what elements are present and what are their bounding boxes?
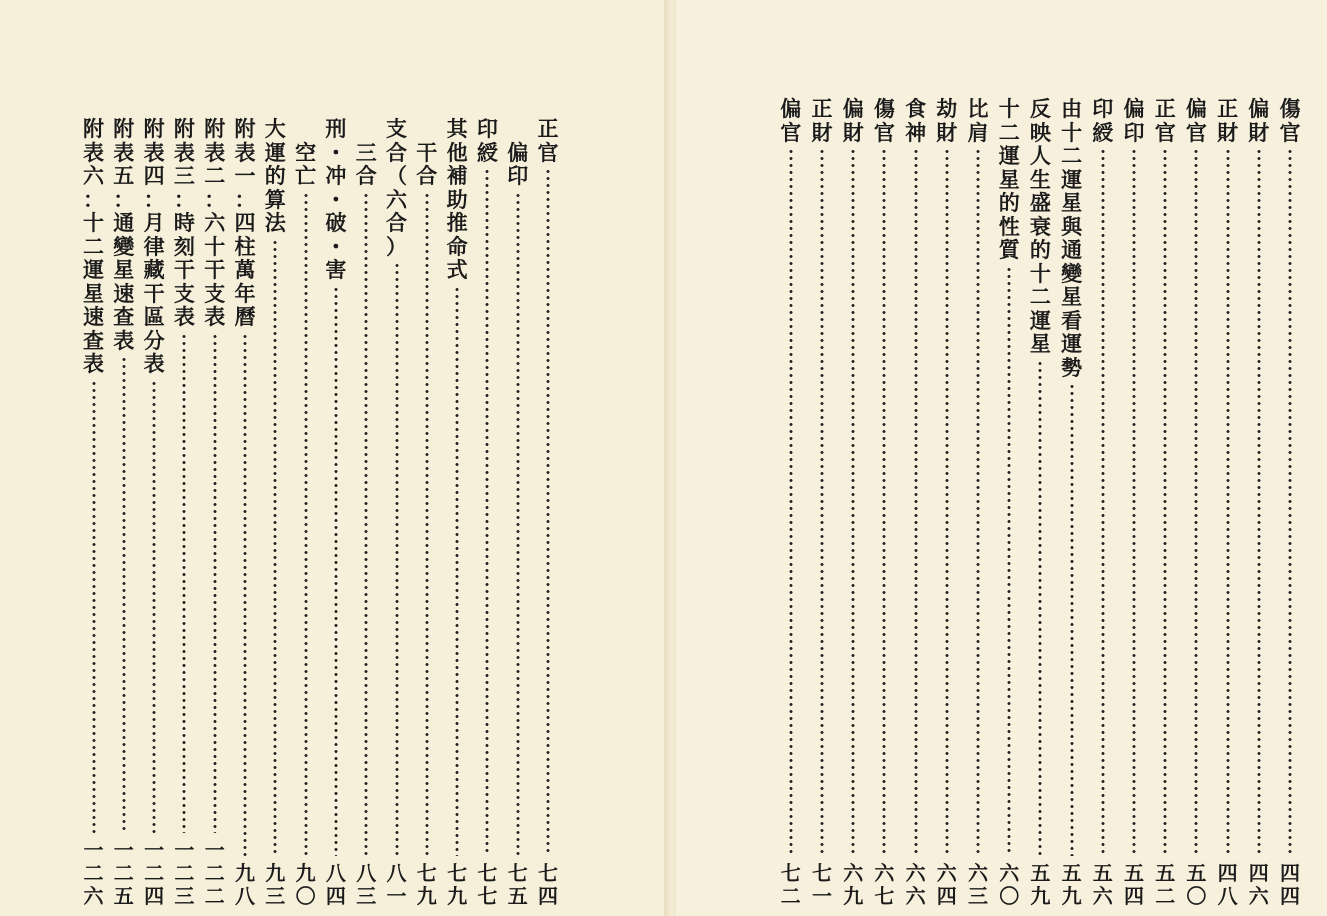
toc-entry-page-number: 七 九 (447, 861, 468, 908)
right-page (676, 0, 1327, 916)
toc-entry-title: 偏 財 (842, 96, 864, 145)
toc-entry (232, 0, 258, 908)
toc-entry-page-number: 五 二 (1155, 861, 1176, 908)
toc-entry-title: 傷 官 (1279, 96, 1301, 145)
toc-entry-page-number: 四 六 (1248, 861, 1269, 908)
toc-entry (1090, 0, 1116, 908)
toc-entry-title: 比 肩 (967, 96, 989, 145)
toc-entry-title: 正 財 (1217, 96, 1239, 145)
toc-dot-leader (304, 192, 308, 857)
toc-dot-leader (976, 148, 980, 856)
toc-entry (1183, 0, 1209, 908)
toc-entry-page-number: 五 九 (1030, 861, 1051, 908)
toc-entry (1152, 0, 1178, 908)
toc-entry-title: 反 映 人 生 盛 衰 的 十 二 運 星 (1029, 96, 1051, 356)
toc-entry-page-number: 一 二 二 (204, 838, 225, 908)
toc-entry-title: 偏 官 (780, 96, 802, 145)
toc-entry-title: 附 表 六 ： 十 二 運 星 速 查 表 (83, 116, 104, 376)
toc-entry (535, 0, 561, 908)
toc-entry (1246, 0, 1272, 908)
toc-entry-page-number: 八 一 (386, 861, 407, 908)
toc-dot-leader (182, 333, 186, 834)
toc-entry (903, 0, 929, 908)
toc-dot-leader (945, 148, 949, 856)
book-gutter (664, 0, 676, 916)
toc-dot-leader (485, 168, 489, 856)
toc-entry-page-number: 五 九 (1061, 861, 1082, 908)
toc-entry (871, 0, 897, 908)
toc-entry-page-number: 六 六 (905, 861, 926, 908)
toc-entry (141, 0, 167, 908)
toc-entry-title: 十 二 運 星 的 性 質 (998, 96, 1020, 262)
toc-entry-page-number: 五 〇 (1186, 861, 1207, 908)
toc-entry-title: 印 綬 (476, 116, 498, 165)
toc-dot-leader (1070, 383, 1074, 856)
toc-entry (809, 0, 835, 908)
toc-entry (778, 0, 804, 908)
toc-dot-leader (882, 148, 886, 856)
toc-entry-title: 偏 印 (507, 139, 529, 188)
toc-entry (1215, 0, 1241, 908)
toc-entry-title: 由 十 二 運 星 與 通 變 星 看 運 勢 (1061, 96, 1083, 380)
toc-entry (1277, 0, 1303, 908)
toc-dot-leader (213, 333, 217, 834)
toc-entry-title: 正 財 (811, 96, 833, 145)
toc-dot-leader (1163, 148, 1167, 856)
toc-entry-page-number: 一 二 三 (174, 838, 195, 908)
toc-entry-page-number: 九 八 (235, 861, 255, 908)
toc-entry (996, 0, 1022, 908)
toc-entry (293, 0, 319, 908)
toc-entry (111, 0, 137, 908)
toc-dot-leader (1038, 360, 1042, 857)
toc-entry-title: 偏 印 (1123, 96, 1145, 145)
toc-entry-title: 劫 財 (936, 96, 958, 145)
toc-entry-page-number: 七 九 (416, 861, 437, 908)
toc-entry-page-number: 四 八 (1217, 861, 1238, 908)
toc-entry (414, 0, 440, 908)
toc-entry-page-number: 六 七 (874, 861, 895, 908)
toc-entry-page-number: 六 九 (843, 861, 864, 908)
toc-entry-title: 附 表 二 ： 六 十 干 支 表 (204, 116, 226, 329)
toc-dot-leader (334, 286, 338, 857)
toc-dot-leader (1101, 148, 1105, 856)
toc-entry (384, 0, 410, 908)
toc-dot-leader (546, 168, 550, 856)
toc-entry-page-number: 五 四 (1124, 861, 1144, 908)
toc-entry-page-number: 七 七 (477, 861, 498, 908)
toc-entry-title: 正 官 (1154, 96, 1176, 145)
toc-entry-page-number: 八 四 (325, 861, 346, 908)
toc-entry-title: 三 合 (355, 139, 377, 188)
toc-dot-leader (273, 239, 277, 857)
toc-entry-title: 支 合 （ 六 合 ） (386, 116, 407, 259)
toc-entry-title: 傷 官 (873, 96, 895, 145)
toc-entry-title: 食 神 (905, 96, 927, 145)
toc-dot-leader (243, 333, 247, 857)
toc-entry-title: 空 亡 (295, 139, 317, 188)
toc-entry-page-number: 八 三 (356, 861, 377, 908)
toc-entry (171, 0, 197, 908)
toc-entry (505, 0, 531, 908)
toc-entry (965, 0, 991, 908)
toc-entry-title: 干 合 (416, 139, 438, 188)
toc-entry (1059, 0, 1085, 908)
toc-entry-title: 偏 財 (1248, 96, 1270, 145)
toc-entry-title: 大 運 的 算 法 (264, 116, 286, 235)
toc-dot-leader (789, 148, 793, 856)
toc-entry-title: 附 表 四 ： 月 律 藏 干 區 分 表 (143, 116, 165, 376)
toc-dot-leader (1007, 266, 1011, 857)
toc-entry-title: 印 綬 (1092, 96, 1114, 145)
toc-entry-page-number: 五 六 (1092, 861, 1113, 908)
toc-entry (1121, 0, 1147, 908)
toc-entry-page-number: 六 四 (936, 861, 957, 908)
right-toc-columns (676, 0, 1327, 916)
toc-entry (1027, 0, 1053, 908)
toc-entry-page-number: 一 二 五 (113, 838, 134, 908)
toc-dot-leader (1257, 148, 1261, 856)
toc-entry-page-number: 四 四 (1280, 861, 1300, 908)
toc-entry-title: 刑 ・ 冲 ・ 破 ・ 害 (325, 116, 347, 282)
toc-dot-leader (395, 262, 399, 856)
toc-dot-leader (914, 148, 918, 856)
toc-entry-title: 偏 官 (1185, 96, 1207, 145)
toc-dot-leader (1288, 148, 1292, 856)
toc-entry-page-number: 七 五 (507, 861, 528, 908)
toc-dot-leader (152, 380, 156, 834)
toc-entry (474, 0, 500, 908)
toc-dot-leader (364, 192, 368, 857)
toc-entry-page-number: 九 〇 (295, 861, 316, 908)
toc-entry (353, 0, 379, 908)
toc-dot-leader (1226, 148, 1230, 856)
toc-entry-page-number: 六 〇 (999, 861, 1020, 908)
toc-dot-leader (1194, 148, 1198, 856)
toc-entry (323, 0, 349, 908)
toc-entry-title: 附 表 三 ： 時 刻 干 支 表 (173, 116, 195, 329)
toc-dot-leader (455, 286, 459, 857)
toc-entry-page-number: 七 一 (812, 861, 832, 908)
toc-dot-leader (92, 380, 96, 834)
toc-entry-page-number: 一 二 六 (83, 838, 104, 908)
toc-entry-page-number: 一 二 四 (144, 838, 165, 908)
toc-entry (444, 0, 470, 908)
toc-entry-title: 附 表 五 ： 通 變 星 速 查 表 (113, 116, 135, 353)
toc-entry (81, 0, 107, 908)
toc-entry (934, 0, 960, 908)
toc-entry (202, 0, 228, 908)
toc-entry-page-number: 六 三 (968, 861, 988, 908)
toc-entry (262, 0, 288, 908)
toc-entry (840, 0, 866, 908)
toc-dot-leader (1132, 148, 1136, 856)
toc-dot-leader (851, 148, 855, 856)
toc-dot-leader (122, 356, 126, 833)
toc-dot-leader (820, 148, 824, 856)
toc-dot-leader (516, 192, 520, 857)
toc-entry-title: 附 表 一 ： 四 柱 萬 年 曆 (234, 116, 256, 329)
toc-dot-leader (425, 192, 429, 857)
toc-entry-page-number: 七 二 (780, 861, 801, 908)
toc-entry-page-number: 九 三 (265, 861, 286, 908)
toc-entry-title: 其 他 補 助 推 命 式 (446, 116, 468, 282)
toc-entry-title: 正 官 (537, 116, 559, 165)
toc-entry-page-number: 七 四 (538, 861, 558, 908)
